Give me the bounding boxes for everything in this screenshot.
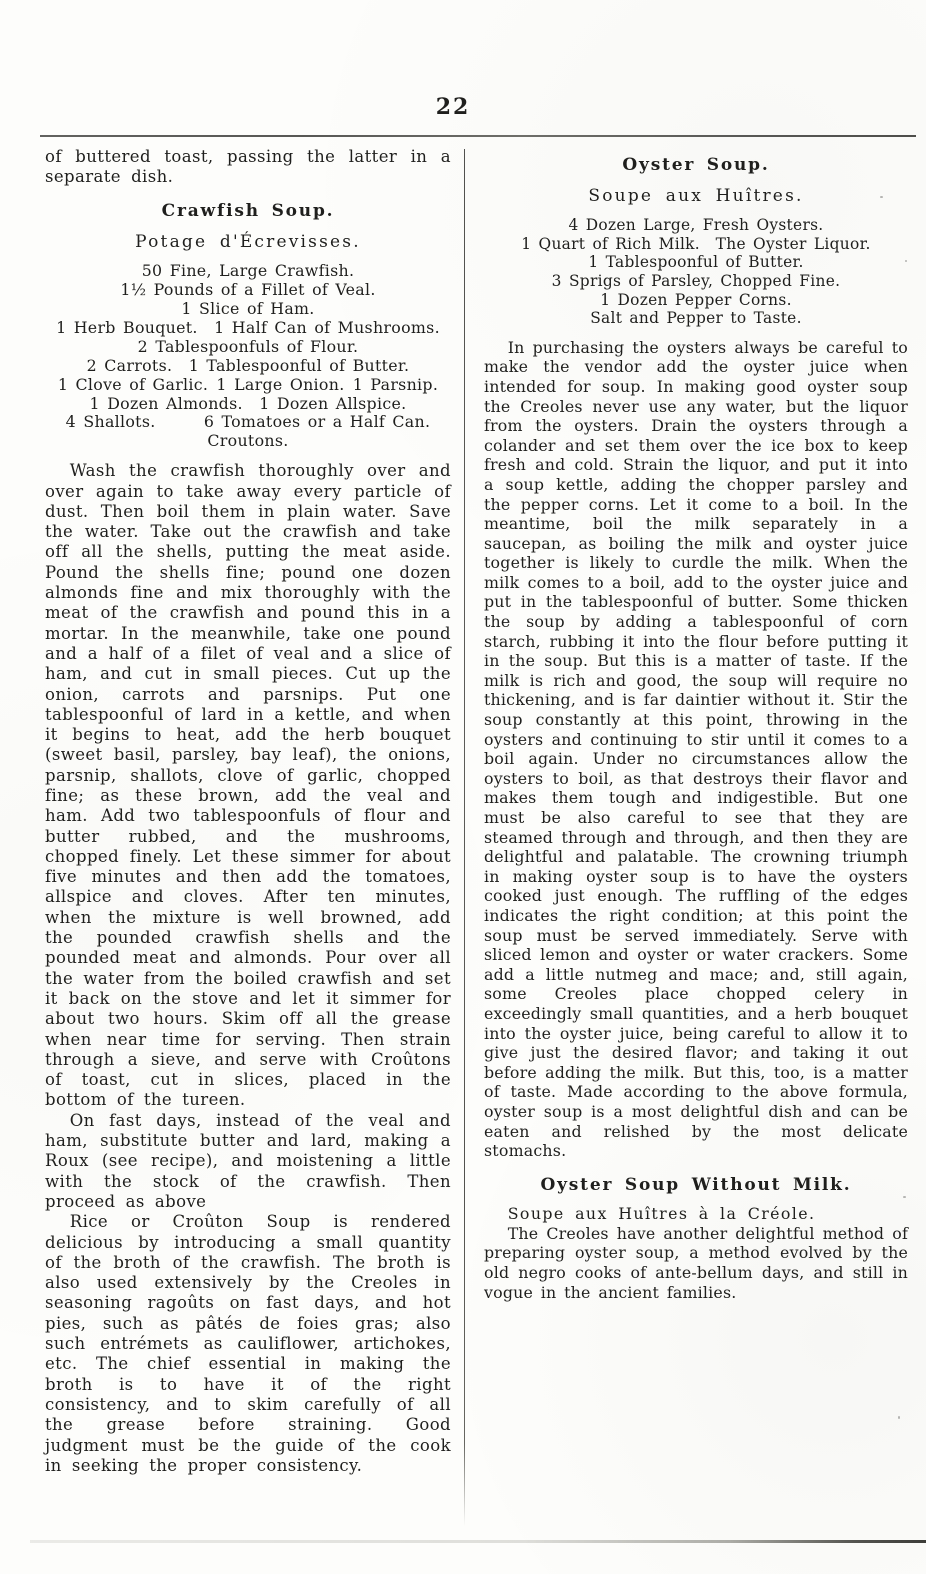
ingredient-line: 3 Sprigs of Parsley, Chopped Fine. bbox=[551, 271, 841, 290]
top-rule bbox=[40, 135, 916, 137]
ingredient-line: 2 Carrots. 1 Tablespoonful of Butter. bbox=[86, 355, 410, 375]
ingredient-line: 1 Clove of Garlic. 1 Large Onion. 1 Parsnip. bbox=[57, 374, 439, 394]
ingredient-line: 1 Dozen Almonds. 1 Dozen Allspice. bbox=[89, 393, 407, 413]
page-number: 22 bbox=[435, 94, 471, 120]
right-column bbox=[465, 147, 908, 1554]
recipe-paragraph: Rice or Croûton Soup is rendered delicious by introducing a small quantity of the broth of the crawfish. The broth is also used extensively by the Creoles in seasoning ragoûts on fast days, and hot pies, such as pâtés de foies gras; also such entrémets as cauliflower, artichokes, etc. The chief essential in making the broth is to have it of the right consistency, and to skim carefully of all the grease before straining. Good judgment must be the guide of the cook in seeking the proper consistency. bbox=[45, 1212, 451, 1475]
recipe-paragraph: The Creoles have another delightful method of preparing oyster soup, a method evolved by the old negro cooks of ante-bellum days, and still in vogue in the ancient families. bbox=[484, 1223, 908, 1302]
scan-artifact bbox=[898, 1416, 900, 1419]
oyster-soup-subtitle: Soupe aux Huîtres. bbox=[588, 185, 804, 206]
ingredient-line: 1 Quart of Rich Milk. The Oyster Liquor. bbox=[521, 234, 871, 253]
ingredient-line: 1 Herb Bouquet. 1 Half Can of Mushrooms. bbox=[56, 317, 440, 337]
ingredient-line: 4 Dozen Large, Fresh Oysters. bbox=[568, 216, 824, 235]
left-column bbox=[45, 147, 451, 1554]
crawfish-soup-title: Crawfish Soup. bbox=[161, 200, 335, 221]
ingredient-line: 1½ Pounds of a Fillet of Veal. bbox=[120, 280, 376, 300]
ingredient-line: Salt and Pepper to Taste. bbox=[590, 309, 802, 328]
ingredient-line: 50 Fine, Large Crawfish. bbox=[141, 261, 355, 281]
ingredient-line: 1 Tablespoonful of Butter. bbox=[588, 253, 804, 272]
oyster-soup-without-milk-title: Oyster Soup Without Milk. bbox=[540, 1174, 852, 1195]
column-divider bbox=[464, 149, 465, 1526]
recipe-paragraph: Wash the crawfish thoroughly over and over again to take away every particle of dust. Then boil them in plain water. Save the water. Take out the crawfish and take off all the shells, putting the meat aside. Pound the shells fine; pound one dozen almonds fine and mix thoroughly with the meat of the crawfish and pound this in a mortar. In the meanwhile, take one pound and a half of a filet of veal and a slice of ham, and cut in small pieces. Cut up the onion, carrots and parsnips. Put one tablespoonful of lard in a kettle, and when it begins to heat, add the herb bouquet (sweet basil, parsley, bay leaf), the onions, parsnip, shallots, clove of garlic, chopped fine; as these brown, add the veal and ham. Add two tablespoonfuls of flour and butter rubbed, and the mushrooms, chopped finely. Let these simmer for about five minutes and then add the tomatoes, allspice and cloves. After ten minutes, when the mixture is well browned, add the pounded crawfish shells and the pounded meat and almonds. Pour over all the water from the boiled crawfish and set it back on the stove and let it simmer for about two hours. Skim off all the grease when near time for serving. Then strain through a sieve, and serve with Croûtons of toast, cut in slices, placed in the bottom of the tureen. bbox=[45, 461, 451, 1110]
oyster-soup-title: Oyster Soup. bbox=[622, 155, 770, 175]
continuation-paragraph: of buttered toast, passing the latter in a separate dish. bbox=[45, 147, 451, 187]
ingredient-line: 1 Slice of Ham. bbox=[181, 299, 315, 318]
ingredient-line: 2 Tablespoonfuls of Flour. bbox=[137, 336, 359, 356]
oyster-ingredient-list bbox=[484, 216, 908, 328]
columns bbox=[45, 147, 908, 1554]
bottom-rule bbox=[30, 1540, 926, 1543]
crawfish-soup-subtitle: Potage d'Écrevisses. bbox=[135, 231, 361, 252]
ingredient-line: 1 Dozen Pepper Corns. bbox=[600, 290, 792, 309]
ingredient-line: 4 Shallots. 6 Tomatoes or a Half Can. bbox=[65, 412, 431, 432]
ingredient-line: Croutons. bbox=[207, 431, 289, 451]
recipe-paragraph: On fast days, instead of the veal and ham, substitute butter and lard, making a Roux (see recipe), and moistening a little with the stock of the crawfish. Then proceed as above bbox=[45, 1110, 451, 1211]
crawfish-ingredient-list bbox=[45, 262, 451, 451]
scan-artifact bbox=[905, 260, 907, 262]
scan-artifact bbox=[880, 196, 883, 198]
oyster-soup-without-milk-subtitle: Soupe aux Huîtres à la Créole. bbox=[507, 1204, 816, 1224]
recipe-paragraph: In purchasing the oysters always be careful to make the vendor add the oyster juice when intended for soup. In making good oyster soup the Creoles never use any water, but the liquor from the oysters. Drain the oysters through a colander and set them over the ice box to keep fresh and cold. Strain the liquor, and put it into a soup kettle, adding the chopper parsley and the pepper corns. Let it come to a boil. In the meantime, boil the milk separately in a saucepan, as boiling the milk and oyster juice together is likely to curdle the milk. When the milk comes to a boil, add to the oyster juice and put in the tablespoonful of butter. Some thicken the soup by adding a tablespoonful of corn starch, rubbing it into the flour before putting it in the soup. But this is a matter of taste. If the milk is rich and good, the soup will require no thickening, and is far daintier without it. Stir the soup constantly at this point, throwing in the oysters and continuing to stir until it comes to a boil again. Under no circumstances allow the oysters to boil, as that destroys their flavor and makes them tough and indigestible. But one must be also careful to see that they are steamed through and through, and then they are delightful and palatable. The crowning triumph in making oyster soup is to have the oysters cooked just enough. The ruffling of the edges indicates the right condition; at this point the soup must be served immediately. Serve with sliced lemon and oyster or water crackers. Some add a little nutmeg and mace; and, still again, some Creoles place chopped celery in exceedingly small quantities, and a herb bouquet into the oyster juice, being careful to allow it to give just the desired flavor; and taking it out before adding the milk. But this, too, is a matter of taste. Made according to the above formula, oyster soup is a most delightful dish and can be eaten and relished by the most delicate stomachs. bbox=[484, 337, 908, 1161]
scan-artifact bbox=[903, 1196, 906, 1198]
